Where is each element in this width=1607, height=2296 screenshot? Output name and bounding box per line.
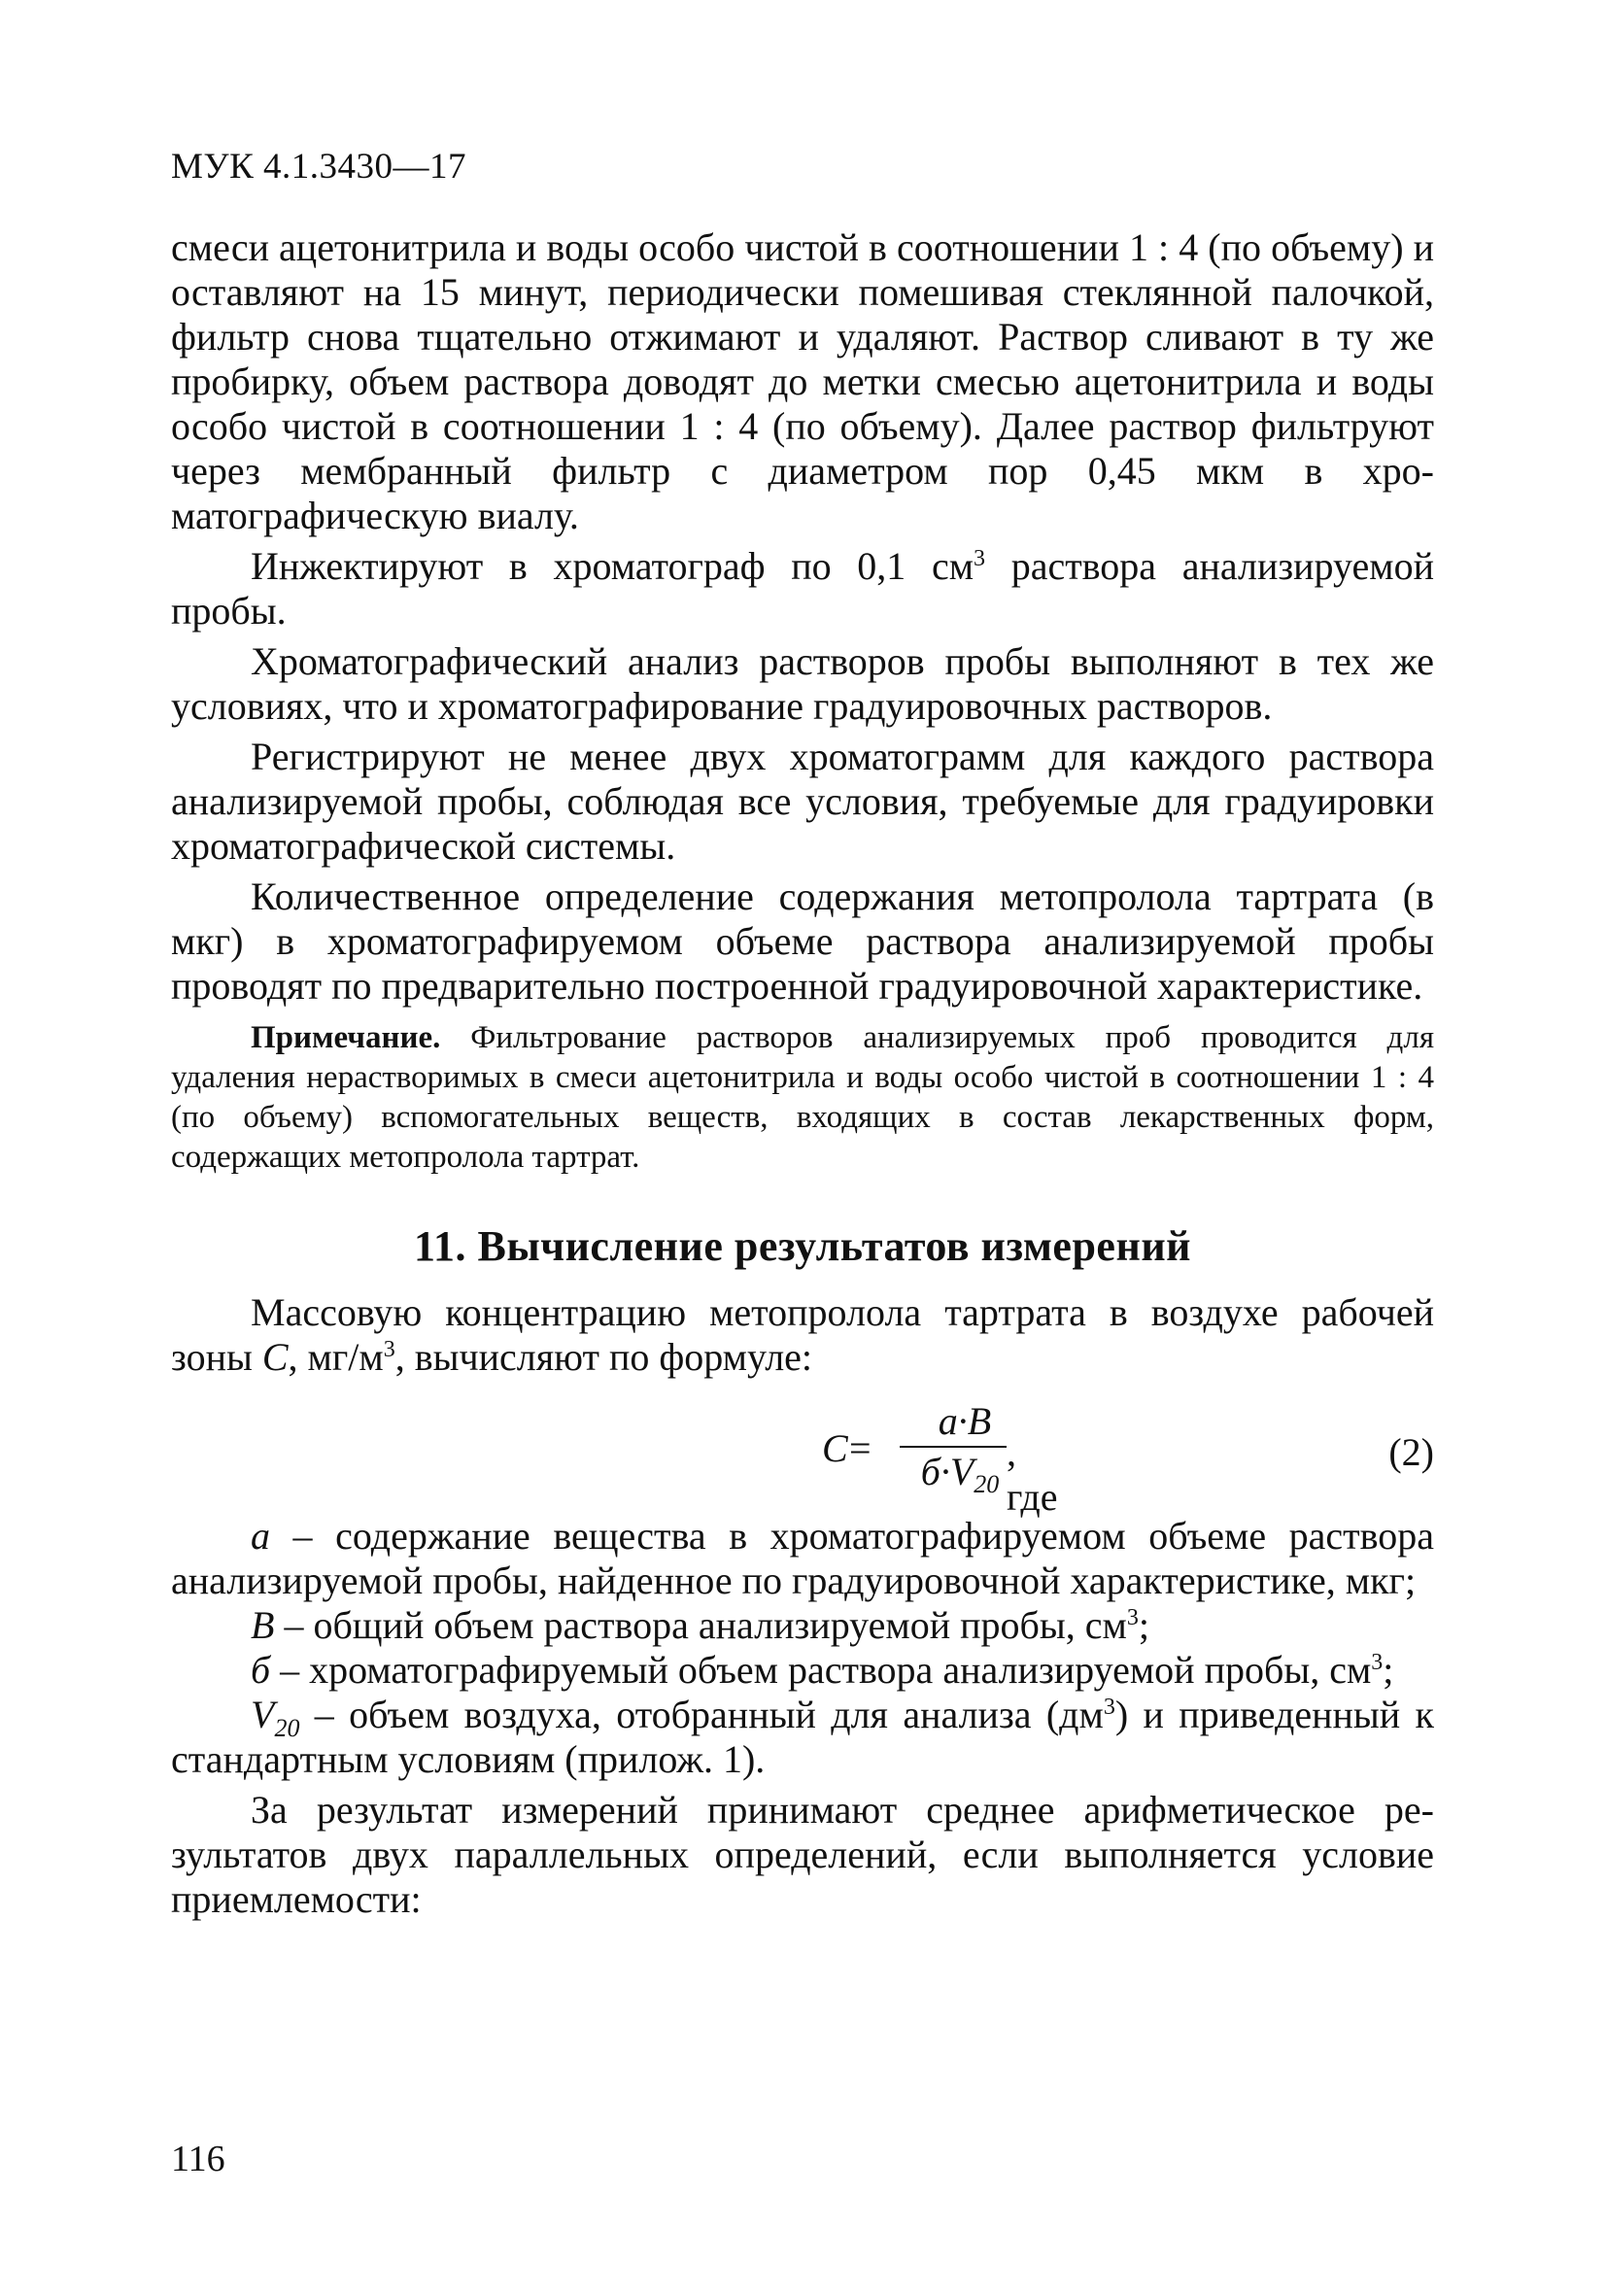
paragraph-conclusion: За результат измерений принимают среднее арифметическое результатов двух параллельных определений, если выполняется условие приемлемости: [171,1788,1434,1921]
note-label: Примечание. [251,1020,441,1055]
definition-v-sup: 3 [1103,1695,1115,1720]
section-intro-sup: 3 [383,1337,395,1362]
formula-number: (2) [1388,1430,1434,1474]
section-intro [171,1290,1434,1380]
definition-v [171,1693,1434,1782]
note-paragraph [171,1018,1434,1178]
injection-unit-sup: 3 [974,546,986,571]
page-body [171,225,1434,1922]
injection-text-end: раствора анализируемой пробы. [171,544,1434,633]
definition-c-end: ; [1383,1648,1394,1692]
definition-b-end: ; [1138,1603,1149,1647]
definition-v-sub: 20 [274,1714,300,1742]
definition-a-var: а [251,1514,270,1558]
definition-c-text: – хроматографируемый объем раствора анализируемой пробы, см [270,1648,1372,1692]
section-intro-unit: , мг/м [288,1335,384,1379]
document-code-header: МУК 4.1.3430—17 [171,147,467,187]
section-intro-start: Массовую концентрацию метопролола тартрата в воздухе рабочей зоны [171,1290,1434,1379]
definition-c-sup: 3 [1371,1650,1384,1675]
definition-c-var: б [251,1648,271,1692]
definition-a [171,1514,1434,1603]
definition-a-text: – содержание вещества в хроматографируемом объеме раствора анализируемой пробы, найденное по градуировочной характеристике, мкг; [171,1514,1434,1602]
formula-denominator-sub: 20 [974,1470,1000,1498]
note-text: Фильтрование растворов анализируемых проб проводится для удаления нерастворимых в смеси ацетонитрила и воды особо чистой в соотношении 1 : 4 (по объему) вспомогательных веществ, входящих в состав лекарственных форм, содержащих метопролола тартрат. [171,1020,1434,1175]
definition-b-var: В [251,1603,275,1647]
definition-v-text: – объем воздуха, отобранный для анализа (дм [299,1693,1104,1736]
formula-where: , где [1007,1430,1058,1519]
formula-equals: = [849,1426,872,1470]
paragraph-quantification: Количественное определение содержания метопролола тартрата (в мкг) в хроматографируемом объеме раствора анализируемой пробы проводят по предварительно построенной градуировочной характеристике. [171,874,1434,1008]
formula-fraction-bar [900,1446,1007,1448]
formula-denominator-main: б·V [920,1450,974,1493]
definition-c [171,1648,1434,1693]
paragraph-chromatograms: Регистрируют не менее двух хроматограмм для каждого раствора анализируемой пробы, соблюдая все условия, требуемые для градуировки хроматографической системы. [171,735,1434,868]
injection-text-start: Инжектируют в хроматограф по 0,1 см [251,544,974,588]
paragraph-analysis-conditions: Хроматографический анализ растворов пробы выполняют в тех же условиях, что и хроматографирование градуировочных растворов. [171,639,1434,728]
formula-lhs: С [822,1426,848,1470]
definition-b-text: – общий объем раствора анализируемой пробы, см [274,1603,1127,1647]
paragraph-continuation: смеси ацетонитрила и воды особо чистой в соотношении 1 : 4 (по объему) и оставляют на 15 минут, периодически помешивая стеклянной палочкой, фильтр снова тщательно отжимают и удаляют. Раствор сливают в ту же пробирку, объем раствора доводят до метки смесью ацетонитрила и воды особо чистой в соотношении 1 : 4 (по объему). Далее раствор фильтруют через мембранный фильтр с диаметром пор 0,45 мкм в хроматографическую виалу. [171,225,1434,537]
section-intro-end: , вычисляют по формуле: [394,1335,813,1379]
definition-b [171,1603,1434,1648]
paragraph-injection [171,544,1434,634]
formula-denominator [902,1450,1018,1498]
formula-numerator: а·В [938,1399,992,1443]
page-number: 116 [171,2139,225,2179]
formula [657,1386,1065,1519]
section-intro-var: С [261,1335,289,1379]
definition-b-sup: 3 [1126,1605,1139,1630]
section-title: 11. Вычисление результатов измерений [413,1222,1192,1270]
definition-v-var: V [251,1693,275,1736]
formula-row [171,1386,1434,1519]
definition-v-after: ) и приведенный к стандартным условиям (прилож. 1). [171,1693,1434,1781]
